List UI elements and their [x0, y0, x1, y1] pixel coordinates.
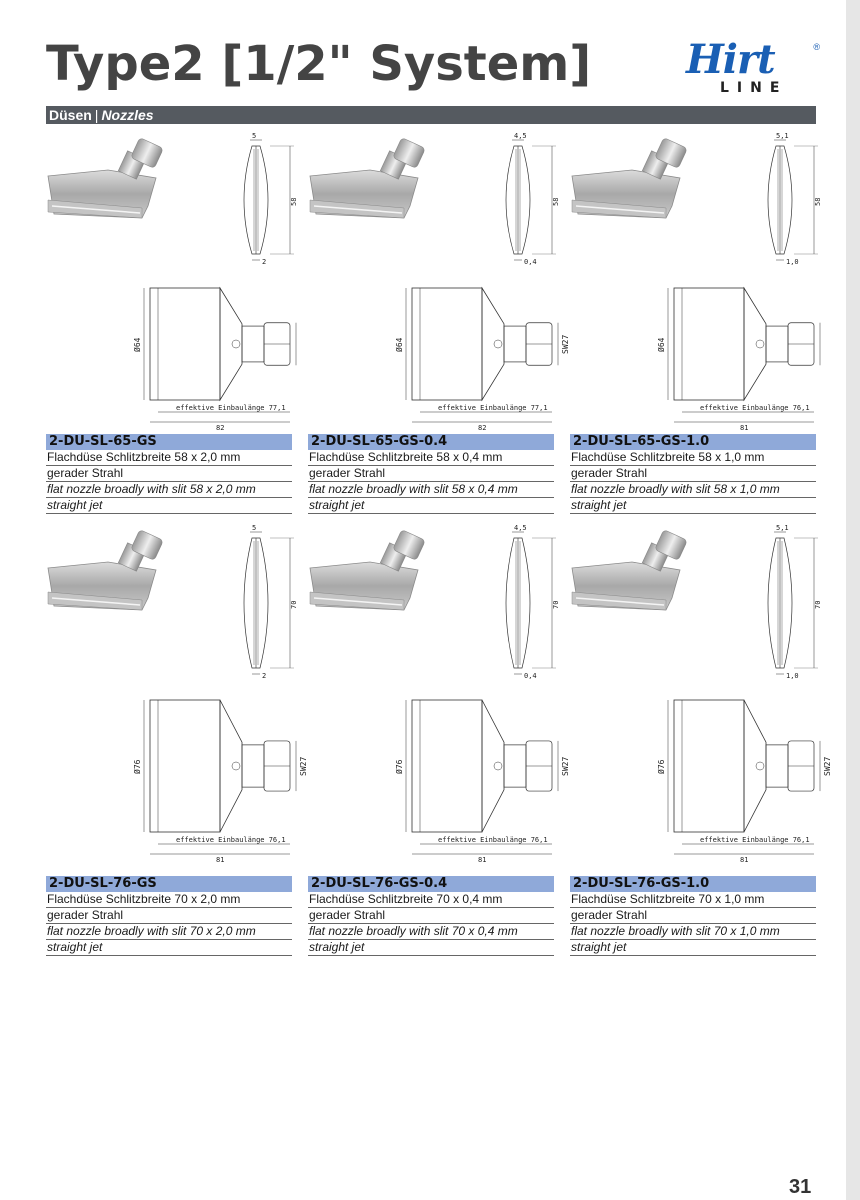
technical-drawing — [308, 524, 570, 872]
section-separator: | — [94, 107, 99, 123]
nozzle-render-image — [310, 530, 425, 610]
technical-drawing — [570, 132, 822, 432]
effective-length-dimension: effektive Einbaulänge 76,1 — [438, 836, 548, 844]
jet-type-en: straight jet — [570, 940, 816, 956]
slit-dimension: 1,0 — [786, 672, 799, 680]
description-de: Flachdüse Schlitzbreite 58 x 1,0 mm — [570, 450, 816, 466]
jet-type-en: straight jet — [308, 498, 554, 514]
thickness-dimension: 4,5 — [514, 132, 527, 140]
description-de: Flachdüse Schlitzbreite 70 x 1,0 mm — [570, 892, 816, 908]
effective-length-dimension: effektive Einbaulänge 76,1 — [700, 404, 810, 412]
jet-type-en: straight jet — [308, 940, 554, 956]
description-de: Flachdüse Schlitzbreite 58 x 0,4 mm — [308, 450, 554, 466]
product-card — [46, 132, 298, 512]
jet-type-de: gerader Strahl — [46, 908, 292, 924]
product-code: 2-DU-SL-76-GS — [46, 876, 292, 892]
product-card — [46, 524, 308, 954]
nozzle-render-image — [310, 138, 425, 218]
side-view-drawing — [506, 132, 560, 266]
brand-logo — [686, 36, 820, 98]
thickness-dimension: 5,1 — [776, 524, 789, 532]
thickness-dimension: 5,1 — [776, 132, 789, 140]
side-view-drawing — [768, 524, 822, 680]
product-card — [570, 132, 822, 512]
slit-dimension: 0,4 — [524, 672, 537, 680]
description-de: Flachdüse Schlitzbreite 58 x 2,0 mm — [46, 450, 292, 466]
top-view-drawing — [656, 288, 820, 432]
thickness-dimension: 5 — [252, 132, 257, 140]
description-en: flat nozzle broadly with slit 58 x 1,0 mm — [570, 482, 816, 498]
thickness-dimension: 5 — [252, 524, 257, 532]
height-dimension: 58 — [814, 197, 822, 206]
section-header-bar — [46, 106, 816, 124]
top-view-drawing — [132, 700, 308, 864]
height-dimension: 70 — [552, 600, 560, 609]
page-title: Type2 [1/2" System] — [46, 36, 592, 92]
top-view-drawing — [394, 700, 570, 864]
product-code: 2-DU-SL-76-GS-1.0 — [570, 876, 816, 892]
diameter-dimension: Ø76 — [395, 759, 404, 774]
total-length-dimension: 81 — [478, 856, 487, 864]
diameter-dimension: Ø64 — [657, 337, 666, 352]
jet-type-de: gerader Strahl — [570, 908, 816, 924]
logo-registered-mark: ® — [813, 42, 820, 52]
section-title-de: Düsen — [49, 107, 92, 123]
technical-drawing — [570, 524, 832, 872]
technical-drawing — [46, 524, 308, 872]
product-info — [46, 434, 292, 514]
technical-drawing — [46, 132, 298, 432]
total-length-dimension: 81 — [216, 856, 225, 864]
description-de: Flachdüse Schlitzbreite 70 x 0,4 mm — [308, 892, 554, 908]
effective-length-dimension: effektive Einbaulänge 77,1 — [176, 404, 286, 412]
product-card — [308, 524, 570, 954]
product-code: 2-DU-SL-65-GS-0.4 — [308, 434, 554, 450]
side-view-drawing — [244, 524, 298, 680]
jet-type-en: straight jet — [570, 498, 816, 514]
logo-wordmark: Hirt — [686, 36, 775, 83]
nozzle-render-image — [572, 138, 687, 218]
nozzle-render-image — [48, 530, 163, 610]
description-en: flat nozzle broadly with slit 70 x 2,0 mm — [46, 924, 292, 940]
product-info — [308, 876, 554, 956]
height-dimension: 70 — [814, 600, 822, 609]
product-info — [46, 876, 292, 956]
thickness-dimension: 4,5 — [514, 524, 527, 532]
product-info — [308, 434, 554, 514]
jet-type-en: straight jet — [46, 940, 292, 956]
wrench-size-dimension: SW27 — [823, 756, 832, 776]
page-number: 31 — [789, 1176, 812, 1198]
jet-type-de: gerader Strahl — [308, 908, 554, 924]
slit-dimension: 2 — [262, 258, 267, 266]
effective-length-dimension: effektive Einbaulänge 77,1 — [438, 404, 548, 412]
jet-type-de: gerader Strahl — [308, 466, 554, 482]
description-en: flat nozzle broadly with slit 70 x 0,4 mm — [308, 924, 554, 940]
top-view-drawing — [394, 288, 570, 432]
description-en: flat nozzle broadly with slit 58 x 2,0 mm — [46, 482, 292, 498]
total-length-dimension: 82 — [216, 424, 225, 432]
diameter-dimension: Ø64 — [133, 337, 142, 352]
product-card — [308, 132, 570, 512]
wrench-size-dimension: SW27 — [561, 334, 570, 354]
logo-subline: LINE — [720, 80, 788, 96]
total-length-dimension: 81 — [740, 424, 749, 432]
top-view-drawing — [132, 288, 296, 432]
total-length-dimension: 81 — [740, 856, 749, 864]
description-en: flat nozzle broadly with slit 70 x 1,0 mm — [570, 924, 816, 940]
product-code: 2-DU-SL-76-GS-0.4 — [308, 876, 554, 892]
wrench-size-dimension: SW27 — [299, 756, 308, 776]
slit-dimension: 0,4 — [524, 258, 537, 266]
product-code: 2-DU-SL-65-GS-1.0 — [570, 434, 816, 450]
product-code: 2-DU-SL-65-GS — [46, 434, 292, 450]
height-dimension: 58 — [552, 197, 560, 206]
jet-type-en: straight jet — [46, 498, 292, 514]
slit-dimension: 1,0 — [786, 258, 799, 266]
side-view-drawing — [244, 132, 298, 266]
slit-dimension: 2 — [262, 672, 267, 680]
page-edge — [846, 0, 860, 1200]
product-info — [570, 434, 816, 514]
description-en: flat nozzle broadly with slit 58 x 0,4 mm — [308, 482, 554, 498]
diameter-dimension: Ø76 — [133, 759, 142, 774]
total-length-dimension: 82 — [478, 424, 487, 432]
effective-length-dimension: effektive Einbaulänge 76,1 — [176, 836, 286, 844]
height-dimension: 70 — [290, 600, 298, 609]
diameter-dimension: Ø64 — [395, 337, 404, 352]
diameter-dimension: Ø76 — [657, 759, 666, 774]
nozzle-render-image — [48, 138, 163, 218]
product-card — [570, 524, 832, 954]
nozzle-render-image — [572, 530, 687, 610]
side-view-drawing — [768, 132, 822, 266]
jet-type-de: gerader Strahl — [570, 466, 816, 482]
height-dimension: 58 — [290, 197, 298, 206]
top-view-drawing — [656, 700, 832, 864]
technical-drawing — [308, 132, 570, 432]
wrench-size-dimension: SW27 — [561, 756, 570, 776]
section-title-en: Nozzles — [101, 107, 154, 123]
effective-length-dimension: effektive Einbaulänge 76,1 — [700, 836, 810, 844]
description-de: Flachdüse Schlitzbreite 70 x 2,0 mm — [46, 892, 292, 908]
side-view-drawing — [506, 524, 560, 680]
product-info — [570, 876, 816, 956]
jet-type-de: gerader Strahl — [46, 466, 292, 482]
